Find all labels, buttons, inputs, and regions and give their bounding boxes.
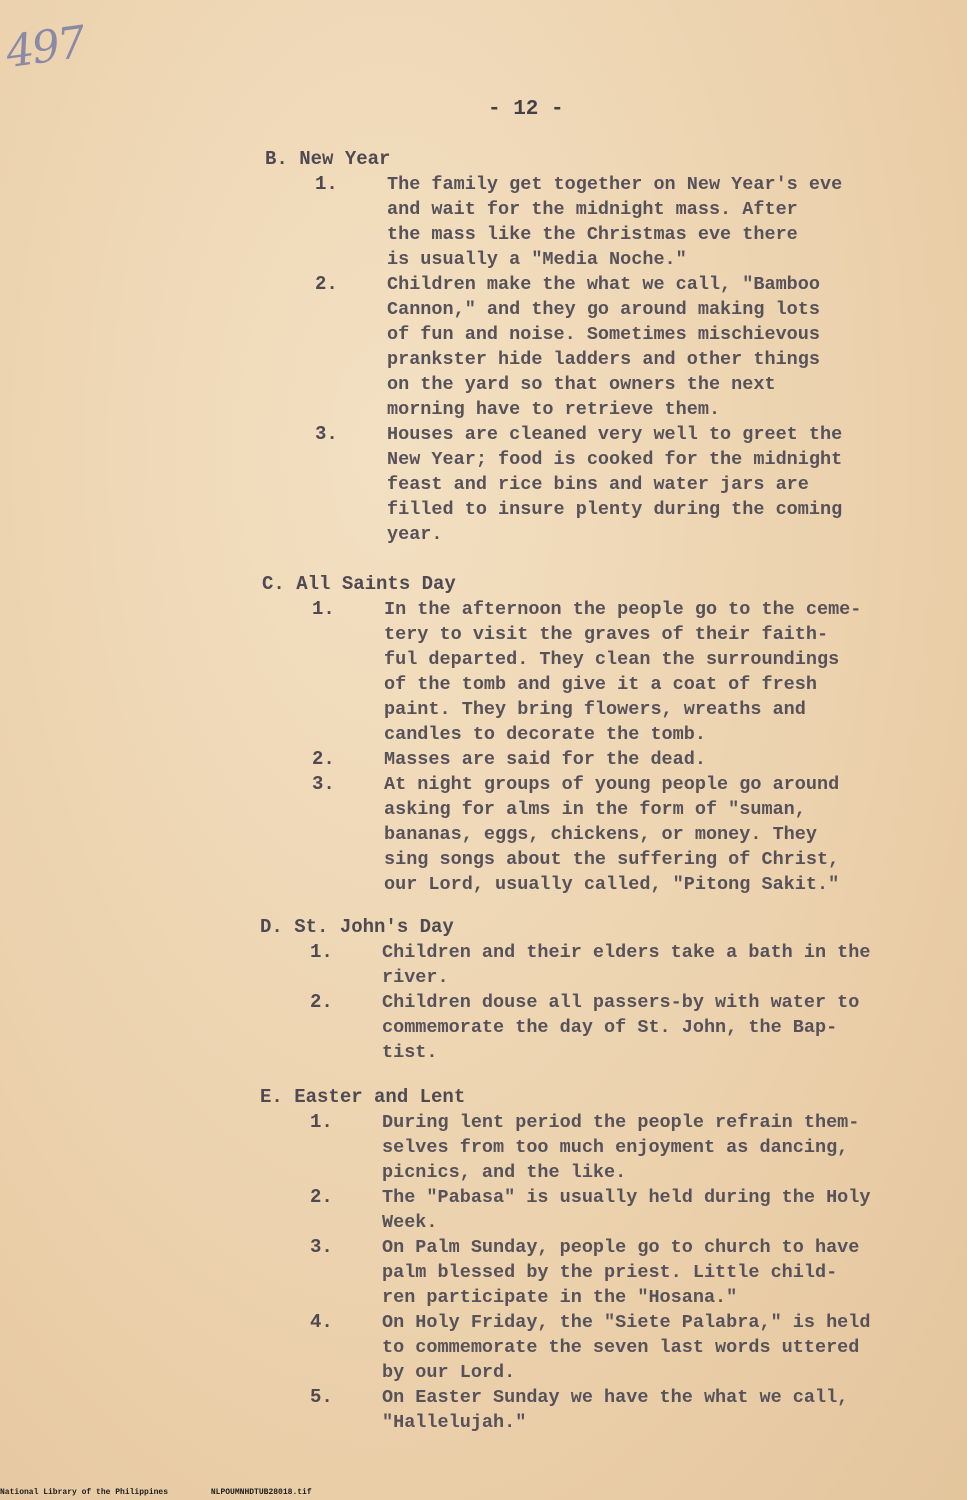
item-text: At night groups of young people go around asking for alms in the form of "suman, bananas, eggs, chickens, or money. They sing songs about the suffering of Christ, our Lord, usually called, "Pitong Sakit." [384,774,840,895]
item-text: The "Pabasa" is usually held during the Holy Week. [382,1187,871,1233]
item-number: 1. [315,173,338,195]
list-item [310,1110,902,1185]
handwritten-page-annotation: 497 [2,16,88,79]
list-item [310,1310,902,1385]
item-number: 3. [310,1236,333,1258]
section-heading: D. St. John's Day [260,916,454,938]
section-new-year [265,147,907,547]
item-number: 5. [310,1386,333,1408]
item-number: 3. [312,773,335,795]
item-number: 2. [310,1186,333,1208]
item-text: On Holy Friday, the "Siete Palabra," is held to commemorate the seven last words uttered by our Lord. [382,1312,871,1383]
list-item [310,1235,902,1310]
list-item [310,940,902,990]
item-number: 2. [312,748,335,770]
list-item [315,172,907,272]
list-item [310,990,902,1065]
item-number: 1. [310,941,333,963]
list-item [312,772,904,897]
list-item [310,1385,902,1435]
page-number: - 12 - [488,98,564,121]
item-number: 1. [312,598,335,620]
list-item [312,747,904,772]
section-all-saints-day [262,572,904,897]
item-text: During lent period the people refrain them- selves from too much enjoyment as dancing, picnics, and the like. [382,1112,860,1183]
item-text: On Palm Sunday, people go to church to have palm blessed by the priest. Little child- ren participate in the "Hosana." [382,1237,860,1308]
item-number: 4. [310,1311,333,1333]
item-text: The family get together on New Year's eve and wait for the midnight mass. After the mass like the Christmas eve there is usually a "Media Noche." [387,174,843,270]
item-number: 3. [315,423,338,445]
item-number: 2. [315,273,338,295]
item-text: Children douse all passers-by with water to commemorate the day of St. John, the Bap- tist. [382,992,860,1063]
section-heading: B. New Year [265,148,391,170]
section-heading: E. Easter and Lent [260,1086,466,1108]
section-heading: C. All Saints Day [262,573,456,595]
footer-filename: NLPOUMNHDTUB28018.tif [210,1488,312,1497]
scan-footer [0,1488,350,1497]
list-item [310,1185,902,1235]
section-st-johns-day [260,915,902,1065]
item-text: On Easter Sunday we have the what we call, "Hallelujah." [382,1387,849,1433]
item-text: Masses are said for the dead. [384,749,706,770]
section-easter-and-lent [260,1085,902,1435]
item-text: Children and their elders take a bath in the river. [382,942,871,988]
list-item [312,597,904,747]
list-item [315,272,907,422]
list-item [315,422,907,547]
item-number: 2. [310,991,333,1013]
item-text: Children make the what we call, "Bamboo Cannon," and they go around making lots of fun and noise. Sometimes mischievous prankster hide ladders and other things on the yard so that owners the next morning have to retrieve them. [387,274,820,420]
item-text: Houses are cleaned very well to greet the New Year; food is cooked for the midnight feast and rice bins and water jars are filled to insure plenty during the coming year. [387,424,843,545]
item-number: 1. [310,1111,333,1133]
footer-library: National Library of the Philippines [0,1488,169,1497]
item-text: In the afternoon the people go to the ceme- tery to visit the graves of their faith- ful departed. They clean the surroundings of the tomb and give it a coat of fresh paint. They bring flowers, wreaths and candles to decorate the tomb. [384,599,862,745]
